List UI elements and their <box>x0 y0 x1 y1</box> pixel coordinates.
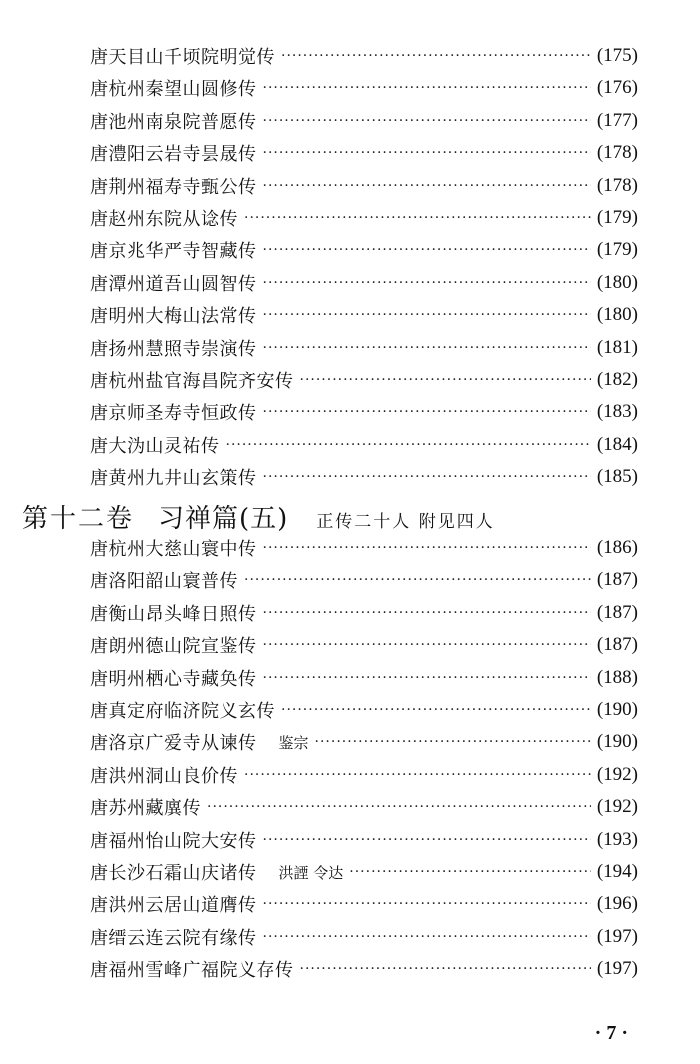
entry-note: 洪諲 令达 <box>278 863 344 882</box>
dot-leader <box>300 366 591 394</box>
dot-leader <box>263 826 591 854</box>
entry-page-number: (192) <box>596 763 638 785</box>
entry-page-number: (186) <box>596 537 638 558</box>
toc-entry <box>90 204 638 232</box>
toc-entry <box>90 236 638 264</box>
dot-leader <box>263 139 591 167</box>
entry-title: 唐明州栖心寺藏奂传 <box>90 668 257 690</box>
entry-page-number: (175) <box>596 45 638 66</box>
dot-leader <box>281 696 591 724</box>
entry-page-number: (178) <box>596 142 638 164</box>
dot-leader <box>300 955 591 983</box>
dot-leader <box>244 204 591 232</box>
entry-title: 唐池州南泉院普愿传 <box>90 111 257 133</box>
toc-entry <box>90 431 638 459</box>
entry-title: 唐扬州慧照寺崇演传 <box>90 338 257 360</box>
entry-page-number: (190) <box>596 699 638 720</box>
toc-entry <box>90 74 638 102</box>
dot-leader <box>315 728 591 756</box>
entry-page-number: (194) <box>596 861 638 882</box>
entry-page-number: (184) <box>596 433 638 455</box>
dot-leader <box>263 398 591 426</box>
entry-title: 唐福州雪峰广福院义存传 <box>90 960 294 982</box>
dot-leader <box>263 599 591 627</box>
section-title: 习禅篇(五) <box>158 504 289 534</box>
entry-page-number: (182) <box>596 369 638 390</box>
dot-leader <box>263 631 591 659</box>
entry-title: 唐澧阳云岩寺昙晟传 <box>90 144 257 166</box>
entry-page-number: (179) <box>596 207 638 228</box>
entry-page-number: (190) <box>596 731 638 753</box>
toc-entry <box>90 761 638 789</box>
entry-title: 唐洛京广爱寺从谏传 <box>90 733 257 755</box>
volume-label: 第十二卷 <box>22 504 135 534</box>
entry-title: 唐洪州云居山道膺传 <box>90 895 257 917</box>
entry-page-number: (180) <box>596 304 638 326</box>
toc-entry <box>90 566 638 594</box>
entry-title: 唐洛阳韶山寰普传 <box>90 571 238 593</box>
toc-entry <box>90 664 638 692</box>
volume-heading <box>22 498 495 534</box>
toc-entry <box>90 923 638 951</box>
dot-leader <box>263 463 591 491</box>
entry-page-number: (178) <box>596 174 638 196</box>
toc-entry <box>90 107 638 135</box>
entry-page-number: (180) <box>596 271 638 293</box>
entry-title: 唐荆州福寿寺甄公传 <box>90 176 257 198</box>
entry-title: 唐苏州藏廙传 <box>90 798 201 820</box>
toc-entry <box>90 42 638 70</box>
dot-leader <box>263 269 591 297</box>
entry-page-number: (197) <box>596 958 638 980</box>
entry-title: 唐天目山千顷院明觉传 <box>90 47 275 68</box>
entry-page-number: (192) <box>596 796 638 818</box>
entry-page-number: (187) <box>596 569 638 591</box>
toc-entry <box>90 890 638 918</box>
dot-leader <box>263 301 591 329</box>
entry-title: 唐长沙石霜山庆诸传 <box>90 863 257 884</box>
entry-title: 唐京兆华严寺智藏传 <box>90 241 257 263</box>
entry-page-number: (181) <box>596 336 638 358</box>
toc-entry <box>90 463 638 491</box>
dot-leader <box>244 566 591 594</box>
dot-leader <box>263 664 591 692</box>
entry-title: 唐杭州盐官海昌院齐安传 <box>90 371 294 392</box>
toc-entry <box>90 172 638 200</box>
toc-entry <box>90 793 638 821</box>
dot-leader <box>244 761 591 789</box>
entry-title: 唐福州怡山院大安传 <box>90 830 257 852</box>
toc-entry <box>90 139 638 167</box>
entry-title: 唐衡山昂头峰日照传 <box>90 603 257 625</box>
dot-leader <box>263 334 591 362</box>
dot-leader <box>263 923 591 951</box>
entry-title: 唐大沩山灵祐传 <box>90 435 220 457</box>
toc-entry <box>90 631 638 659</box>
entry-page-number: (183) <box>596 401 638 423</box>
entry-page-number: (177) <box>596 109 638 131</box>
dot-leader <box>263 74 591 102</box>
dot-leader <box>263 890 591 918</box>
toc-entry <box>90 398 638 426</box>
entry-page-number: (188) <box>596 666 638 688</box>
entry-title: 唐潭州道吾山圆智传 <box>90 273 257 295</box>
dot-leader <box>349 858 591 886</box>
entry-page-number: (187) <box>596 601 638 623</box>
entry-page-number: (196) <box>596 893 638 915</box>
entry-title: 唐京师圣寿寺恒政传 <box>90 403 257 425</box>
dot-leader <box>263 107 591 135</box>
dot-leader <box>226 431 591 459</box>
toc-entry <box>90 301 638 329</box>
toc-entry <box>90 955 638 983</box>
toc-entry <box>90 728 638 756</box>
toc-entry <box>90 269 638 297</box>
toc-entry <box>90 696 638 724</box>
entry-page-number: (193) <box>596 828 638 850</box>
dot-leader <box>263 172 591 200</box>
entry-title: 唐杭州秦望山圆修传 <box>90 79 257 101</box>
entry-title: 唐朗州德山院宣鉴传 <box>90 636 257 658</box>
dot-leader <box>207 793 591 821</box>
dot-leader <box>263 236 591 264</box>
entry-title: 唐杭州大慈山寰中传 <box>90 539 257 560</box>
entry-title: 唐明州大梅山法常传 <box>90 306 257 328</box>
dot-leader <box>281 42 591 70</box>
toc-entry <box>90 334 638 362</box>
toc-entry <box>90 826 638 854</box>
entry-title: 唐赵州东院从谂传 <box>90 209 238 230</box>
toc-entry <box>90 366 638 394</box>
entry-page-number: (176) <box>596 77 638 99</box>
toc-entry <box>90 534 638 562</box>
entry-title: 唐黄州九井山玄策传 <box>90 468 257 490</box>
entry-page-number: (187) <box>596 634 638 656</box>
toc-entry <box>90 858 638 886</box>
entry-page-number: (179) <box>596 239 638 261</box>
page-number: · 7 · <box>594 1022 628 1044</box>
entry-page-number: (185) <box>596 466 638 488</box>
volume-meta: 正传二十人 附见四人 <box>316 512 495 532</box>
entry-title: 唐真定府临济院义玄传 <box>90 701 275 722</box>
entry-title: 唐洪州洞山良价传 <box>90 765 238 787</box>
entry-page-number: (197) <box>596 925 638 947</box>
dot-leader <box>263 534 591 562</box>
entry-title: 唐缙云连云院有缘传 <box>90 927 257 949</box>
toc-entry <box>90 599 638 627</box>
entry-note: 鉴宗 <box>278 733 309 752</box>
